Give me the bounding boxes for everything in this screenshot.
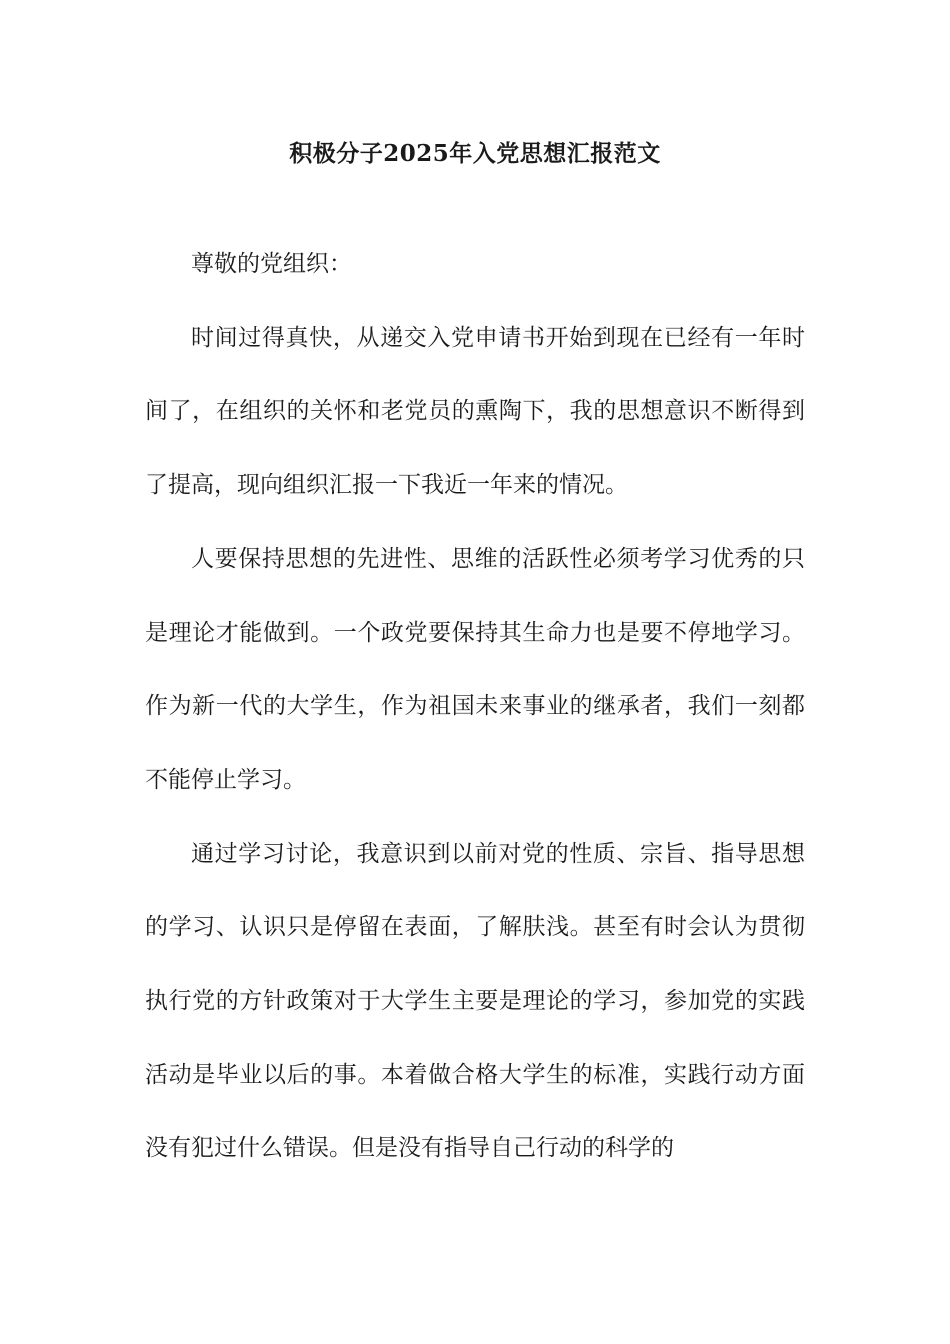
paragraph-3: 通过学习讨论，我意识到以前对党的性质、宗旨、指导思想的学习、认识只是停留在表面，了解肤浅。甚至有时会认为贯彻执行党的方针政策对于大学生主要是理论的学习，参加党的实践活动是毕业以后的事。本着做合格大学生的标准，实践行动方面没有犯过什么错误。但是没有指导自己行动的科学的	[145, 840, 805, 1162]
paragraph-1: 时间过得真快，从递交入党申请书开始到现在已经有一年时间了，在组织的关怀和老党员的熏陶下，我的思想意识不断得到了提高，现向组织汇报一下我近一年来的情况。	[145, 324, 805, 499]
paragraph-2: 人要保持思想的先进性、思维的活跃性必须考学习优秀的只是理论才能做到。一个政党要保持其生命力也是要不停地学习。作为新一代的大学生，作为祖国未来事业的继承者，我们一刻都不能停止学习。	[145, 545, 805, 793]
document-title: 积极分子2025年入党思想汇报范文	[289, 140, 661, 167]
salutation: 尊敬的党组织：	[191, 251, 352, 277]
document-body	[145, 228, 805, 1186]
